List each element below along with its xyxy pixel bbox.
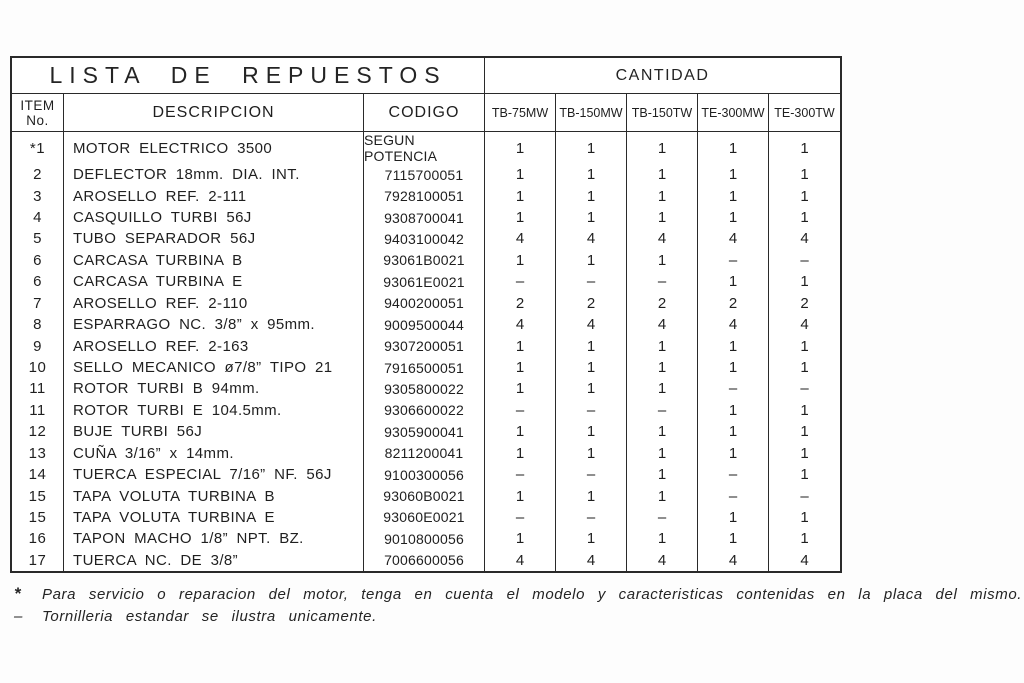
table-row [12, 507, 840, 528]
footnote-motor [14, 584, 1023, 606]
table-row [12, 250, 840, 271]
cell-qty-tb150tw: 1 [627, 485, 698, 506]
cell-qty-te300tw: 1 [800, 401, 809, 419]
header-model-te300mw: TE-300MW [698, 94, 769, 131]
cell-codigo: 9307200051 [364, 335, 485, 356]
table-row [12, 528, 840, 549]
table-row [12, 550, 840, 571]
table-row [12, 185, 840, 206]
cell-qty-te300mw: – [698, 464, 769, 485]
cell-descripcion: BUJE TURBI 56J [64, 421, 364, 442]
cell-qty-te300tw: 2 [800, 294, 809, 312]
cell-qty-tb150tw: 1 [627, 132, 698, 164]
cell-item-no: 6 [12, 250, 64, 271]
cell-qty-te300tw: 1 [800, 423, 809, 441]
cell-descripcion: CUÑA 3/16” x 14mm. [64, 442, 364, 463]
cell-qty-tb150mw: – [556, 400, 627, 421]
table-row [12, 421, 840, 442]
cell-qty-te300tw: 4 [800, 316, 809, 334]
cell-codigo: SEGUN POTENCIA [364, 132, 485, 164]
cell-item-no: 11 [12, 400, 64, 421]
cell-qty-tb150tw: 1 [627, 378, 698, 399]
cell-descripcion: MOTOR ELECTRICO 3500 [64, 132, 364, 164]
cell-qty-te300tw: 1 [800, 139, 809, 157]
cell-codigo: 9306600022 [364, 400, 485, 421]
cell-qty-te300mw: 1 [698, 442, 769, 463]
cell-descripcion: AROSELLO REF. 2-110 [64, 293, 364, 314]
cell-qty-tb75mw: – [485, 464, 556, 485]
cell-qty-tb150tw: 1 [627, 164, 698, 185]
cell-qty-tb75mw: 1 [485, 421, 556, 442]
cell-qty-tb150mw: 1 [556, 485, 627, 506]
table-body [12, 132, 840, 571]
cell-item-no: 16 [12, 528, 64, 549]
cell-qty-tb150tw: 4 [627, 550, 698, 571]
cell-qty-tb150mw: 1 [556, 528, 627, 549]
cell-item-no: 17 [12, 550, 64, 571]
cell-qty-tb150tw: 1 [627, 250, 698, 271]
dash-marker: – [14, 608, 23, 625]
table-row [12, 400, 840, 421]
cell-qty-te300tw: 4 [800, 230, 809, 248]
cell-qty-te300mw: – [698, 378, 769, 399]
cell-codigo: 9400200051 [364, 293, 485, 314]
header-model-tb75mw: TB-75MW [485, 94, 556, 131]
cell-qty-tb75mw: – [485, 271, 556, 292]
cell-qty-te300mw: 1 [698, 507, 769, 528]
cell-qty-tb150tw: 1 [627, 357, 698, 378]
cell-codigo: 7928100051 [364, 185, 485, 206]
cell-qty-tb150mw: 1 [556, 185, 627, 206]
header-codigo: CODIGO [364, 94, 485, 131]
cell-item-no: *1 [12, 132, 64, 164]
cell-codigo: 9403100042 [364, 228, 485, 249]
cell-qty-tb75mw: 1 [485, 250, 556, 271]
table-row [12, 442, 840, 463]
header-item-line2: No. [26, 112, 49, 128]
cell-qty-te300mw: 1 [698, 164, 769, 185]
cell-qty-tb75mw: 1 [485, 132, 556, 164]
cell-qty-tb150mw: 1 [556, 164, 627, 185]
cell-qty-tb150tw: – [627, 507, 698, 528]
header-model-tb150mw: TB-150MW [556, 94, 627, 131]
cell-qty-tb75mw: 1 [485, 185, 556, 206]
table-row [12, 271, 840, 292]
cell-qty-tb150tw: 4 [627, 314, 698, 335]
cell-qty-tb150mw: 1 [556, 132, 627, 164]
cell-qty-te300tw: 4 [800, 551, 809, 569]
cell-item-no: 4 [12, 207, 64, 228]
table-row [12, 293, 840, 314]
table-row [12, 228, 840, 249]
cell-qty-tb75mw: 1 [485, 357, 556, 378]
cell-item-no: 7 [12, 293, 64, 314]
cell-qty-te300tw: 1 [800, 187, 809, 205]
cell-qty-tb75mw: 1 [485, 485, 556, 506]
footnote-tornilleria [14, 606, 1018, 628]
cell-qty-te300mw: 1 [698, 357, 769, 378]
cell-qty-tb75mw: – [485, 400, 556, 421]
cell-qty-te300tw: 1 [800, 359, 809, 376]
table-title-row [12, 58, 840, 94]
asterisk-marker: * [14, 584, 21, 603]
cell-qty-te300tw: 1 [800, 466, 809, 484]
cell-descripcion: ROTOR TURBI B 94mm. [64, 378, 364, 399]
spare-parts-table [10, 56, 842, 573]
cell-item-no: 9 [12, 335, 64, 356]
cell-qty-tb75mw: 2 [485, 293, 556, 314]
cell-qty-te300mw: 4 [698, 228, 769, 249]
cell-qty-te300mw: 1 [698, 528, 769, 549]
cell-descripcion: AROSELLO REF. 2-163 [64, 335, 364, 356]
cell-descripcion: CASQUILLO TURBI 56J [64, 207, 364, 228]
cell-qty-tb150mw: 1 [556, 250, 627, 271]
cell-descripcion: TUERCA ESPECIAL 7/16” NF. 56J [64, 464, 364, 485]
header-descripcion: DESCRIPCION [64, 94, 364, 131]
cell-descripcion: CARCASA TURBINA B [64, 250, 364, 271]
cell-qty-tb150tw: – [627, 400, 698, 421]
cell-descripcion: TAPA VOLUTA TURBINA B [64, 485, 364, 506]
cell-descripcion: ESPARRAGO NC. 3/8” x 95mm. [64, 314, 364, 335]
cell-qty-tb150mw: 4 [556, 228, 627, 249]
cell-descripcion: SELLO MECANICO ø7/8” TIPO 21 [64, 357, 364, 378]
cell-qty-tb150mw: 1 [556, 357, 627, 378]
cell-qty-tb75mw: 1 [485, 378, 556, 399]
cell-item-no: 13 [12, 442, 64, 463]
cell-descripcion: AROSELLO REF. 2-111 [64, 185, 364, 206]
cell-codigo: 93061E0021 [364, 271, 485, 292]
header-model-tb150tw: TB-150TW [627, 94, 698, 131]
cell-codigo: 93060E0021 [364, 507, 485, 528]
cell-qty-tb75mw: 1 [485, 207, 556, 228]
cell-item-no: 15 [12, 507, 64, 528]
cell-qty-te300mw: 1 [698, 207, 769, 228]
table-row [12, 357, 840, 378]
cell-qty-te300tw: 1 [800, 337, 809, 355]
cell-descripcion: CARCASA TURBINA E [64, 271, 364, 292]
table-row [12, 335, 840, 356]
cell-codigo: 9009500044 [364, 314, 485, 335]
cell-item-no: 3 [12, 185, 64, 206]
cell-qty-tb150mw: 1 [556, 421, 627, 442]
header-item-no [12, 94, 64, 131]
cell-codigo: 93060B0021 [364, 485, 485, 506]
cell-qty-tb75mw: 1 [485, 528, 556, 549]
cell-qty-tb150mw: 1 [556, 442, 627, 463]
table-row [12, 164, 840, 185]
cell-qty-tb75mw: 4 [485, 228, 556, 249]
cell-qty-tb150tw: 1 [627, 464, 698, 485]
cell-qty-tb150mw: 1 [556, 207, 627, 228]
cell-item-no: 6 [12, 271, 64, 292]
cell-qty-te300tw: 1 [800, 530, 809, 548]
cell-qty-te300tw: 1 [800, 166, 809, 184]
cell-qty-te300mw: 4 [698, 314, 769, 335]
cell-qty-tb150tw: 2 [627, 293, 698, 314]
cell-codigo: 7916500051 [364, 357, 485, 378]
table-row [12, 132, 840, 164]
cell-descripcion: TAPA VOLUTA TURBINA E [64, 507, 364, 528]
table-row [12, 378, 840, 399]
cell-codigo: 93061B0021 [364, 250, 485, 271]
cell-qty-tb150tw: 1 [627, 421, 698, 442]
cell-item-no: 2 [12, 164, 64, 185]
cell-qty-tb150mw: 4 [556, 550, 627, 571]
cell-qty-te300mw: 1 [698, 421, 769, 442]
cell-codigo: 9305900041 [364, 421, 485, 442]
cell-qty-tb150mw: – [556, 464, 627, 485]
cell-descripcion: ROTOR TURBI E 104.5mm. [64, 400, 364, 421]
cell-descripcion: DEFLECTOR 18mm. DIA. INT. [64, 164, 364, 185]
cell-qty-tb150mw: 1 [556, 335, 627, 356]
cell-qty-tb150tw: 1 [627, 528, 698, 549]
cell-codigo: 7115700051 [364, 164, 485, 185]
cell-qty-te300tw: 1 [800, 209, 809, 227]
cell-item-no: 5 [12, 228, 64, 249]
cell-qty-te300mw: 1 [698, 335, 769, 356]
header-item-line1: ITEM [20, 97, 55, 113]
table-row [12, 207, 840, 228]
cell-qty-te300mw: – [698, 485, 769, 506]
cell-item-no: 12 [12, 421, 64, 442]
cell-qty-tb75mw: – [485, 507, 556, 528]
cell-descripcion: TAPON MACHO 1/8” NPT. BZ. [64, 528, 364, 549]
cell-qty-tb75mw: 1 [485, 164, 556, 185]
cell-qty-te300tw: – [800, 251, 809, 269]
cell-descripcion: TUERCA NC. DE 3/8” [64, 550, 364, 571]
cell-codigo: 9100300056 [364, 464, 485, 485]
cell-qty-tb75mw: 4 [485, 550, 556, 571]
cantidad-header: CANTIDAD [615, 66, 710, 84]
cell-qty-tb150tw: 1 [627, 207, 698, 228]
cell-qty-tb150mw: – [556, 507, 627, 528]
footnote-tornilleria-text: Tornilleria estandar se ilustra unicamente. [42, 608, 377, 625]
cell-item-no: 11 [12, 378, 64, 399]
cell-codigo: 9010800056 [364, 528, 485, 549]
cell-qty-tb75mw: 4 [485, 314, 556, 335]
cell-qty-te300tw: 1 [800, 508, 809, 526]
cell-qty-tb150tw: 4 [627, 228, 698, 249]
cell-qty-tb150tw: 1 [627, 335, 698, 356]
cell-qty-tb150tw: – [627, 271, 698, 292]
cell-qty-te300mw: – [698, 250, 769, 271]
header-model-te300tw: TE-300TW [774, 105, 835, 120]
cell-item-no: 15 [12, 485, 64, 506]
cell-qty-tb150mw: 2 [556, 293, 627, 314]
cell-qty-te300mw: 1 [698, 185, 769, 206]
table-header-row [12, 94, 840, 132]
cell-qty-tb75mw: 1 [485, 335, 556, 356]
cell-qty-te300mw: 1 [698, 271, 769, 292]
cell-qty-tb150tw: 1 [627, 185, 698, 206]
cell-qty-te300tw: 1 [800, 444, 809, 462]
cell-descripcion: TUBO SEPARADOR 56J [64, 228, 364, 249]
table-row [12, 464, 840, 485]
cell-qty-te300tw: – [800, 380, 809, 398]
cell-qty-te300mw: 1 [698, 400, 769, 421]
cell-codigo: 7006600056 [364, 550, 485, 571]
table-title: LISTA DE REPUESTOS [12, 58, 485, 93]
cell-codigo: 9305800022 [364, 378, 485, 399]
cell-qty-tb150mw: 1 [556, 378, 627, 399]
cell-item-no: 14 [12, 464, 64, 485]
table-row [12, 314, 840, 335]
cell-item-no: 10 [12, 357, 64, 378]
cell-qty-te300mw: 2 [698, 293, 769, 314]
table-row [12, 485, 840, 506]
cell-qty-te300mw: 1 [698, 132, 769, 164]
cell-qty-te300tw: 1 [800, 273, 809, 291]
cell-qty-tb75mw: 1 [485, 442, 556, 463]
cell-codigo: 8211200041 [364, 442, 485, 463]
cell-qty-te300tw: – [800, 487, 809, 505]
cell-qty-tb150mw: – [556, 271, 627, 292]
footnotes [14, 584, 1023, 628]
cell-qty-tb150mw: 4 [556, 314, 627, 335]
footnote-motor-text: Para servicio o reparacion del motor, tenga en cuenta el modelo y caracteristicas contenidas en la placa del mismo. [42, 586, 1023, 603]
cell-item-no: 8 [12, 314, 64, 335]
cell-qty-tb150tw: 1 [627, 442, 698, 463]
cell-qty-te300mw: 4 [698, 550, 769, 571]
cell-codigo: 9308700041 [364, 207, 485, 228]
